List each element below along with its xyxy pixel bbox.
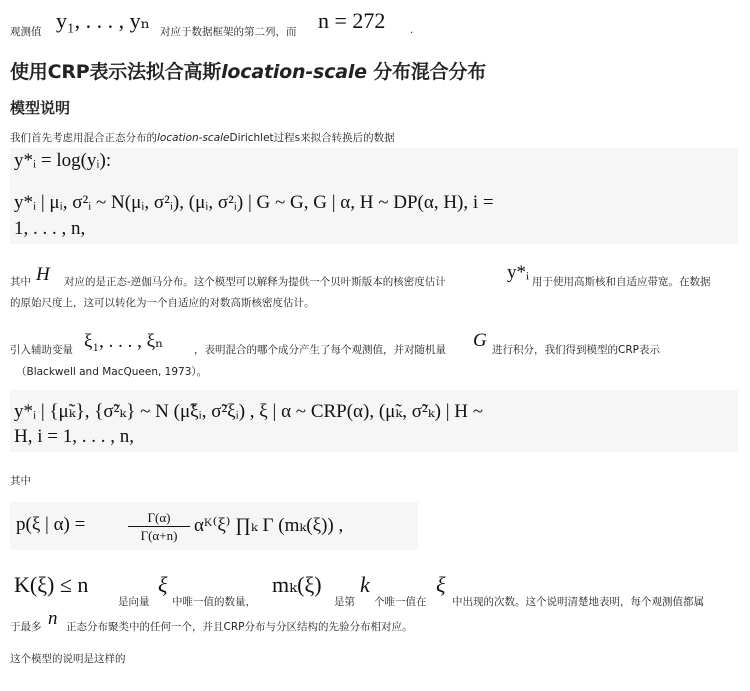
closing-sentence: 这个模型的说明是这样的: [10, 653, 126, 665]
p2-c: 进行积分，我们得到模型的CRP表示: [492, 344, 660, 356]
eq3-denominator: Γ(α+n): [140, 528, 178, 543]
where-label: 其中: [10, 475, 31, 487]
eq1-line3: 1, . . . , n,: [14, 218, 86, 239]
p3-g: 正态分布聚类中的任何一个，并且CRP分布与分区结构的先验分布相对应。: [66, 621, 413, 633]
math-y-sequence: y₁, . . . , yₙ: [56, 8, 151, 33]
math-K: K(ξ) ≤ n: [14, 572, 89, 597]
eq1-line1: y*ᵢ = log(yᵢ):: [14, 150, 112, 171]
math-xi: ξ: [158, 572, 168, 597]
math-G: G: [473, 330, 487, 351]
p2-a: 引入辅助变量: [10, 344, 73, 356]
p3-b: 中唯一值的数量，: [172, 596, 256, 608]
title-italic: location-scale: [221, 61, 367, 83]
p2-b: ，表明混合的哪个成分产生了每个观测值，并对随机量: [194, 344, 446, 356]
section-heading: 模型说明: [10, 99, 71, 117]
eq1-line2: y*ᵢ | μᵢ, σ²ᵢ ~ N(μᵢ, σ²ᵢ), (μᵢ, σ²ᵢ) | G ~ G, G | α, H ~ DP(α, H), i =: [14, 192, 494, 213]
p1-b: 对应的是正态-逆伽马分布。这个模型可以解释为提供一个贝叶斯版本的核密度估计: [64, 276, 446, 288]
eq3-rest: αᴷ⁽ξ⁾ ∏ₖ Γ (mₖ(ξ)) ,: [194, 515, 344, 536]
p3-c: 是第: [334, 596, 355, 608]
equation-block-2: [10, 390, 738, 452]
math-k: k: [360, 572, 370, 597]
p3-f: 于最多: [10, 621, 42, 633]
equation-block-3: [10, 502, 418, 550]
p3-a: 是向量: [118, 596, 150, 608]
p3-d: 个唯一值在: [374, 596, 427, 608]
math-n: n: [48, 608, 58, 629]
intro-sentence: [10, 130, 395, 145]
period: .: [410, 24, 414, 36]
eq2-line1: y*ᵢ | {μ̃ₖ}, {σ̃²ₖ} ~ N (μ̃ξᵢ, σ̃²ξᵢ) , ξ | α ~ CRP(α), (μ̃ₖ, σ̃²ₖ) | H ~: [14, 401, 484, 422]
p1-c: 用于使用高斯核和自适应带宽。在数据: [532, 276, 711, 288]
math-xi-sequence: ξ₁, . . . , ξₙ: [84, 331, 164, 352]
paragraph-2: [10, 328, 745, 378]
observed-label: 观测值: [10, 26, 42, 38]
math-H: H: [36, 264, 50, 285]
column-note: 对应于数据框架的第二列，而: [160, 26, 297, 38]
paragraph-1: [10, 262, 745, 312]
math-xi-2: ξ: [436, 572, 446, 597]
intro-part2: Dirichlet过程s来拟合转换后的数据: [229, 132, 395, 144]
math-n-value: n = 272: [318, 8, 386, 33]
intro-part1: 我们首先考虑用混合正态分布的: [10, 132, 157, 144]
equation-block-1: [10, 148, 738, 244]
p3-e: 中出现的次数。这个说明清楚地表明，每个观测值都属: [452, 596, 704, 608]
page-title: [10, 57, 486, 84]
title-part2: 分布混合分布: [366, 61, 487, 83]
eq3-numerator: Γ(α): [128, 510, 190, 527]
title-part1: 使用CRP表示法拟合高斯: [10, 61, 222, 83]
p1-a: 其中: [10, 276, 31, 288]
eq3-lhs: p(ξ | α) =: [16, 514, 86, 535]
paragraph-3: [10, 570, 745, 634]
p1-d: 的原始尺度上，这可以转化为一个自适应的对数高斯核密度估计。: [10, 297, 315, 309]
math-m: mₖ(ξ): [272, 572, 322, 597]
eq2-line2: H, i = 1, . . . , n,: [14, 426, 134, 447]
p2-d: （Blackwell and MacQueen, 1973）。: [16, 366, 208, 378]
math-y-star: y*ᵢ: [507, 262, 530, 283]
intro-italic: location-scale: [157, 132, 230, 144]
